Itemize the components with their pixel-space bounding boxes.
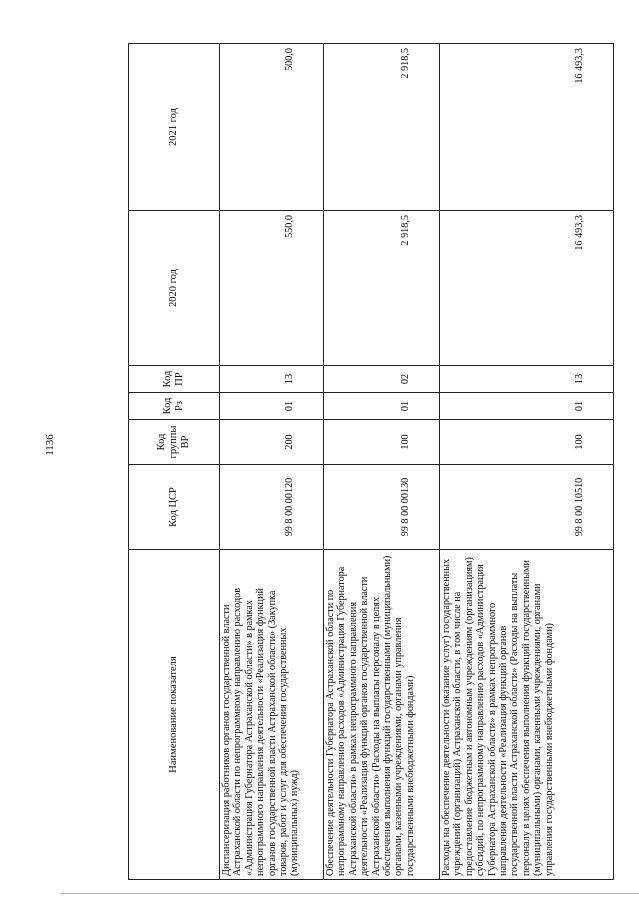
row-name: Диспансеризация работников органов государственной власти Астраханской области по непрограммному направлению расходов «Администрация Губернатора Астраханской области» в рамках непрограммного направления деятельности «Реализация функций органов государственной власти Астраханской области» (Закупка товаров, работ и услуг для обеспечения государственных (муниципальных) нужд) [220, 550, 324, 880]
row-2021: 2 918,5 [324, 44, 440, 211]
row-pr: 02 [324, 366, 440, 393]
header-rz: Код Рз [129, 393, 220, 420]
row-2021: 16 493,3 [440, 44, 614, 211]
scan-edge-line [60, 893, 639, 894]
header-csr: Код ЦСР [129, 465, 220, 550]
table-row [440, 44, 614, 880]
page-number: 1136 [44, 434, 56, 456]
header-2020: 2020 год [129, 211, 220, 366]
row-rz: 01 [220, 393, 324, 420]
header-name: Наименование показателя [129, 550, 220, 880]
budget-table-container [128, 44, 610, 880]
header-vr: Код группы ВР [129, 420, 220, 465]
row-csr: 99 8 00 10510 [440, 465, 614, 550]
row-2020: 550,0 [220, 211, 324, 366]
row-name: Обеспечение деятельности Губернатора Астраханской области по непрограммному направлению расходов «Администрация Губернатора Астраханской области» в рамках непрограммного направления деятельности «Реализация функций органов государственной власти Астраханской области» (Расходы на выплаты персоналу в целях обеспечения выполнения функций государственными (муниципальными) органами, казенными учреждениями, органами управления государственными внебюджетными фондами) [324, 550, 440, 880]
row-2020: 16 493,3 [440, 211, 614, 366]
row-vr: 100 [324, 420, 440, 465]
table-header-row [129, 44, 220, 880]
row-name: Расходы на обеспечение деятельности (оказание услуг) государственных учреждений (организаций) Астраханской области, в том числе на предоставление бюджетным и автономным учреждениям (организациям) субсидий, по непрограммному направлению расходов «Администрация Губернатора Астраханской области» в рамках непрограммного направления деятельности «Реализация функций органов государственной власти Астраханской области» (Расходы на выплаты персоналу в целях обеспечения выполнения функций государственными (муниципальными) органами, казенными учреждениями, органами управления государственными внебюджетными фондами) [440, 550, 614, 880]
row-csr: 99 8 00 00120 [220, 465, 324, 550]
table-row [220, 44, 324, 880]
row-pr: 13 [220, 366, 324, 393]
header-pr: Код ПР [129, 366, 220, 393]
row-rz: 01 [440, 393, 614, 420]
row-2020: 2 918,5 [324, 211, 440, 366]
budget-table [128, 43, 614, 880]
row-vr: 200 [220, 420, 324, 465]
rotated-table-frame [128, 44, 610, 880]
row-2021: 500,0 [220, 44, 324, 211]
row-rz: 01 [324, 393, 440, 420]
row-csr: 99 8 00 00130 [324, 465, 440, 550]
row-pr: 13 [440, 366, 614, 393]
table-row [324, 44, 440, 880]
header-2021: 2021 год [129, 44, 220, 211]
row-vr: 100 [440, 420, 614, 465]
